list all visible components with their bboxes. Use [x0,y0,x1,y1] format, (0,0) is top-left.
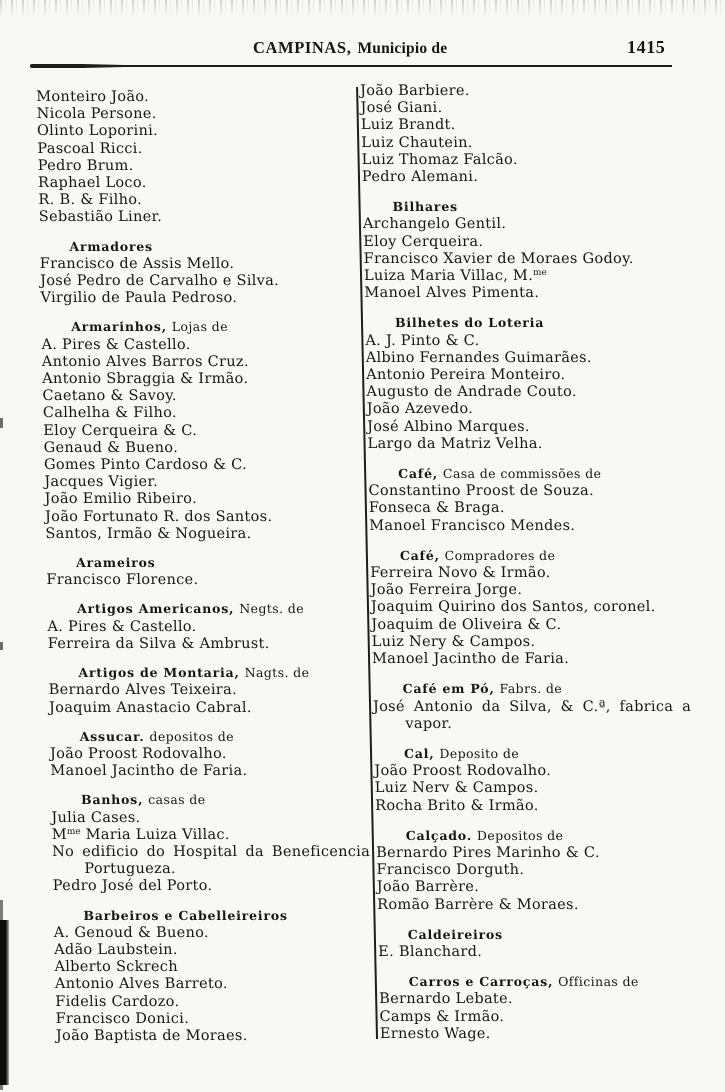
directory-entry: Calhelha & Filho. [42,405,177,422]
section-heading [41,318,361,336]
section-heading [362,198,702,216]
directory-entry: Julia Cases. [51,809,141,826]
entry-text: Luiza Maria Villac, M. [363,268,534,285]
directory-entry: Caetano & Savoy. [42,388,177,405]
section-title: Assucar. [79,728,145,744]
section-title: Artigos de Montaria, [78,665,240,681]
section-title: Armadores [69,238,154,254]
section-subtitle: Nagts. de [244,665,310,681]
directory-entry: Bernardo Alves Teixeira. [48,682,238,699]
section-heading [365,314,705,332]
directory-entry: Antonio Alves Barreto. [54,976,228,993]
section-title: Café em Pó, [402,681,495,697]
directory-entry: Romão Barrère & Moraes. [377,896,579,913]
section-title: Calçado. [405,827,473,843]
section-subtitle: Fabrs. de [499,681,563,697]
directory-entry: Joaquim Quirino dos Santos, coronel. [370,599,656,616]
section-heading [379,973,719,991]
directory-entry: E. Blanchard. [378,943,483,960]
section-title: Armarinhos, [70,319,167,335]
entry-continuation-line: vapor. [405,715,453,732]
directory-entry: José Giani. [360,100,443,117]
directory-entry: Joaquim de Oliveira & C. [371,616,562,633]
directory-section [48,664,369,717]
directory-section [365,314,708,453]
directory-entry: Olinto Loporini. [36,123,159,140]
directory-columns [0,83,720,1048]
directory-section [50,728,371,781]
directory-entry: Fidelis Cardozo. [55,993,180,1010]
directory-entry: Manoel Francisco Mendes. [369,517,576,534]
running-head [253,38,447,59]
section-title: Barbeiros e Cabelleireiros [83,907,288,923]
directory-entry: Bernardo Pires Marinho & C. [375,844,600,861]
entry-continuation-line: Portugueza. [84,861,177,878]
section-subtitle: Officinas de [557,974,639,990]
directory-section [374,745,715,815]
section-subtitle: Deposito de [439,745,520,761]
section-title: Banhos, [80,792,144,808]
directory-entry: Francisco Xavier de Moraes Godoy. [363,250,634,267]
directory-section [378,926,719,961]
directory-entry: Joaquim Anastacio Cabral. [48,699,252,716]
directory-entry: José Albino Marques. [367,418,530,435]
directory-section [362,198,704,302]
directory-entry: Rocha Brito & Irmão. [374,797,539,814]
directory-entry: Francisco Florence. [46,572,199,589]
directory-entry: Eloy Cerqueira & C. [43,422,198,439]
directory-entry: Sebastião Liner. [38,209,163,226]
section-heading [373,680,713,698]
directory-entry: João Fortunato R. dos Santos. [44,508,273,525]
directory-entry: João Proost Rodovalho. [49,745,227,762]
section-title: Cal, [403,745,435,761]
section-heading [378,926,718,944]
section-subtitle: Lojas de [171,319,229,335]
section-heading [50,728,370,746]
directory-entry: Constantino Proost de Souza. [368,483,595,500]
directory-entry: Francisco de Assis Mello. [39,255,235,272]
directory-entry: Luiz Nerv & Campos. [374,780,539,797]
directory-entry: Augusto de Andrade Couto. [366,384,577,401]
directory-entry: José Pedro de Carvalho e Silva. [39,273,280,290]
section-heading [53,907,373,925]
directory-entry: Fonseca & Braga. [368,500,505,517]
directory-entry: João Baptista de Moraes. [55,1027,248,1044]
section-subtitle: Depositos de [476,827,564,843]
section-heading [39,238,359,256]
section-title: Café, [398,466,439,482]
entry-line: José Antonio da Silva, & C.ª, fabrica a [372,698,692,715]
directory-entry: João Ferreira Jorge. [370,582,523,599]
directory-entry: Luiz Thomaz Falcão. [361,151,518,168]
directory-entry: João Barrère. [376,879,480,896]
binding-shadow [0,920,9,1085]
directory-section [51,791,373,895]
directory-entry: Francisco Dorguth. [376,862,525,879]
directory-entry: Pedro Brum. [37,157,134,174]
directory-entry: A. Pires & Castello. [41,336,191,353]
bleed-through-noise [0,0,725,18]
directory-entry: Gomes Pinto Cardoso & C. [43,457,248,474]
section-heading [368,465,708,483]
directory-entry: A. Pires & Castello. [47,618,197,635]
directory-section [39,238,360,308]
edge-mark [0,418,3,428]
directory-section [379,973,720,1043]
directory-entry: João Emilio Ribeiro. [44,491,198,508]
directory-section [41,318,366,543]
directory-entry: Luiz Brandt. [360,117,456,134]
directory-section [47,600,368,653]
directory-entry: Alberto Sckrech [54,959,179,976]
directory-entry: Manoel Jacintho de Faria. [50,763,248,780]
section-heading [370,547,710,565]
section-title: Caldeireiros [407,926,504,942]
directory-entry: Francisco Donici. [55,1010,190,1027]
section-heading [46,554,366,572]
superscript-abbreviation: me [66,826,81,837]
edge-mark [0,642,3,650]
left-column [36,89,376,1045]
directory-section [376,827,718,914]
directory-entry: Raphael Loco. [37,175,147,192]
directory-entry: Ernesto Wage. [379,1025,491,1042]
directory-entry: João Proost Rodovalho. [374,763,552,780]
directory-entry: Antonio Pereira Monteiro. [365,367,566,384]
directory-entry: Pedro Alemani. [361,169,479,186]
section-heading [374,745,714,763]
section-title: Carros e Carroças, [408,974,554,990]
directory-entry: Archangelo Gentil. [362,216,507,233]
superscript-abbreviation: me [532,268,547,279]
section-heading [376,827,716,845]
directory-entry: João Barbiere. [360,83,470,99]
section-subtitle: Negts. de [239,601,305,617]
section-title: Bilhetes do Loteria [394,315,545,331]
directory-entry: A. J. Pinto & C. [365,332,480,349]
running-head-city: CAMPINAS, [253,38,352,57]
section-title: Bilhares [392,199,458,215]
right-column [360,83,720,1043]
directory-entry [373,699,714,733]
section-subtitle: casas de [148,792,206,808]
directory-entry: Albino Fernandes Guimarães. [365,349,592,366]
directory-entry: Luiz Nery & Campos. [371,633,536,650]
section-subtitle: Compradores de [444,547,556,563]
directory-section [53,907,376,1046]
entry-text: Maria Luiza Villac. [80,826,230,843]
directory-entry: Nicola Persone. [36,106,157,123]
section-title: Arameiros [75,555,156,571]
section-heading [47,600,367,618]
directory-entry: Santos, Irmão & Nogueira. [45,525,252,542]
section-title: Artigos Americanos, [76,601,235,617]
directory-entry: A. Genoud & Bueno. [53,924,210,941]
directory-section [370,547,713,668]
directory-entry: Jacques Vigier. [44,474,159,491]
header-rule [30,65,672,67]
directory-entry: João Azevedo. [366,401,474,418]
directory-entry: Antonio Sbraggia & Irmão. [42,371,249,388]
directory-entry: Pedro José del Porto. [52,878,213,895]
directory-entry: Antonio Alves Barros Cruz. [41,353,249,370]
directory-entry: Virgilio de Paula Pedroso. [40,290,238,307]
directory-entry: Largo da Matriz Velha. [367,435,543,452]
directory-entry: Pascoal Ricci. [37,140,143,157]
section-heading [51,791,371,809]
directory-entry: Genaud & Bueno. [43,439,179,456]
directory-entry: Monteiro João. [36,89,150,105]
section-title: Café, [399,547,440,563]
section-subtitle: depositos de [149,728,235,744]
directory-entry: Ferreira Novo & Irmão. [370,565,551,582]
directory-entry: Manoel Jacintho de Faria. [371,651,570,668]
directory-section [373,680,714,733]
directory-entry: Ferreira da Silva & Ambrust. [47,635,270,652]
section-subtitle: Casa de commissões de [442,466,602,482]
page-number: 1415 [627,37,666,57]
directory-entry: Bernardo Lebate. [379,991,514,1008]
directory-entry: Camps & Irmão. [379,1008,505,1025]
directory-entry [52,844,373,878]
directory-entry [52,827,372,844]
directory-entry: Manoel Alves Pimenta. [364,285,540,302]
entry-line: No edificio do Hospital da Beneficencia [51,843,371,860]
running-head-municipio: Municipio de [357,40,448,57]
directory-entry: Adão Laubstein. [53,941,178,958]
directory-entry: Luiz Chautein. [361,134,473,151]
directory-entry [364,268,704,285]
directory-section [368,465,709,535]
directory-entry: Eloy Cerqueira. [363,233,484,250]
directory-entry: R. B. & Filho. [38,192,143,209]
section-heading [48,664,368,682]
entry-text: M [51,826,68,843]
directory-section [46,554,367,589]
